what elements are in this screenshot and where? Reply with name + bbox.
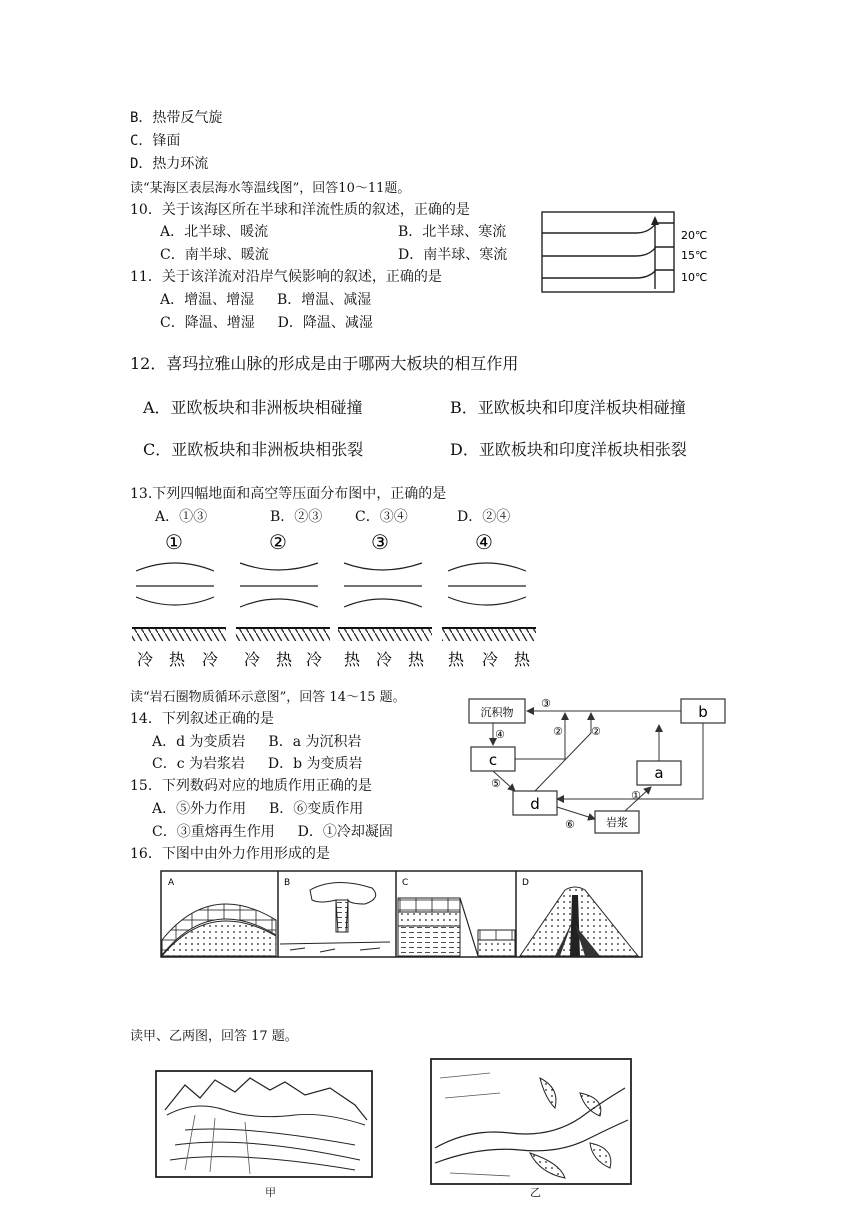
figure-jia-glacier [155, 1070, 375, 1180]
q9-option-b: B．热带反气旋 [130, 110, 223, 126]
rock-d-label: d [530, 795, 540, 813]
isotherm-figure [541, 211, 709, 295]
q10-option-a: A．北半球、暖流 [160, 224, 269, 240]
q14-15-intro: 读“岩石圈物质循环示意图”，回答 14～15 题。 [130, 690, 406, 705]
q12-option-b: B．亚欧板块和印度洋板块相碰撞 [450, 398, 686, 417]
panel-4-label-right: 热 [513, 650, 531, 669]
q13-option-d: D．②④ [457, 509, 511, 525]
label-1: ① [631, 789, 641, 802]
q15-options-cd: C．③重熔再生作用 D．①冷却凝固 [152, 824, 393, 840]
q11-stem: 11．关于该洋流对沿岸气候影响的叙述，正确的是 [130, 269, 442, 285]
q9-option-c: C．锋面 [130, 133, 181, 149]
panel-4-label-left: 热 [447, 650, 465, 669]
label-2b: ② [591, 725, 601, 738]
landform-panels [160, 870, 645, 960]
rock-cycle-diagram [465, 695, 730, 840]
rock-c-label: c [488, 751, 498, 769]
q10-option-d: D．南半球、寒流 [398, 247, 508, 263]
isotherm-label-10: 10℃ [681, 271, 708, 284]
landform-label-b: B [284, 878, 291, 888]
panel-2-number: ② [269, 530, 287, 554]
isotherm-line-15 [542, 247, 674, 256]
q9-option-d: D．热力环流 [130, 156, 209, 172]
q14-options-cd: C．c 为岩浆岩 D．b 为变质岩 [152, 756, 363, 772]
q12-option-d: D．亚欧板块和印度洋板块相张裂 [450, 440, 687, 459]
isobar-panel-4 [442, 530, 536, 669]
isotherm-label-15: 15℃ [681, 249, 708, 262]
q12-stem: 12．喜玛拉雅山脉的形成是由于哪两大板块的相互作用 [130, 354, 519, 373]
panel-1-label-left: 冷 [136, 650, 154, 669]
isobar-panel-2 [236, 530, 330, 669]
arrow-d-to-magma [557, 807, 595, 819]
landform-label-c: C [402, 878, 409, 888]
q15-stem: 15．下列数码对应的地质作用正确的是 [130, 778, 372, 794]
isotherm-label-20: 20℃ [681, 229, 708, 242]
q13-option-b: B．②③ [270, 509, 323, 525]
panel-3-label-left: 热 [343, 650, 361, 669]
panel-4-number: ④ [475, 530, 493, 554]
q10-11-intro: 读“某海区表层海水等温线图”，回答10～11题。 [130, 181, 411, 196]
landform-label-d: D [522, 878, 529, 888]
arrow-d-up [535, 713, 591, 791]
panel-2-label-right: 冷 [305, 650, 323, 669]
q15-options-ab: A．⑤外力作用 B．⑥变质作用 [152, 801, 364, 817]
panel-1-number: ① [165, 530, 183, 554]
sediment-label: 沉积物 [480, 706, 514, 719]
q10-stem: 10．关于该海区所在半球和洋流性质的叙述，正确的是 [130, 202, 470, 218]
label-4: ④ [495, 728, 505, 741]
current-arrowhead [651, 216, 659, 225]
isobar-panel-1 [132, 530, 226, 669]
panel-3-label-right: 热 [407, 650, 425, 669]
q16-stem: 16．下图中由外力作用形成的是 [130, 846, 330, 862]
q14-stem: 14．下列叙述正确的是 [130, 711, 274, 727]
q13-stem: 13.下列四幅地面和高空等压面分布图中，正确的是 [130, 486, 447, 502]
q13-option-a: A．①③ [155, 509, 208, 525]
isobar-panel-3 [338, 530, 432, 669]
q11-options-ab: A．增温、增湿 B．增温、减湿 [160, 292, 372, 308]
q12-option-a: A．亚欧板块和非洲板块相碰撞 [143, 398, 363, 417]
landform-label-a: A [168, 878, 175, 888]
caption-jia: 甲 [265, 1186, 276, 1199]
panel-4-label-mid: 冷 [481, 650, 499, 669]
isobar-panels [130, 525, 540, 675]
caption-yi: 乙 [530, 1186, 541, 1199]
rock-a-label: a [654, 764, 664, 782]
panel-3-label-mid: 冷 [375, 650, 393, 669]
panel-1-label-mid: 热 [168, 650, 186, 669]
q13-option-c: C．③④ [355, 509, 408, 525]
panel-1-label-right: 冷 [201, 650, 219, 669]
q17-intro: 读甲、乙两图，回答 17 题。 [130, 1029, 298, 1044]
label-6: ⑥ [565, 818, 575, 831]
label-2a: ② [553, 725, 563, 738]
panel-3-number: ③ [371, 530, 389, 554]
figure-yi-delta [430, 1058, 635, 1188]
q10-option-c: C．南半球、暖流 [160, 247, 269, 263]
q14-options-ab: A．d 为变质岩 B．a 为沉积岩 [152, 734, 362, 750]
panel-2-label-left: 冷 [243, 650, 261, 669]
label-3: ③ [541, 697, 551, 710]
rock-b-label: b [698, 703, 708, 721]
magma-label: 岩浆 [606, 816, 628, 829]
q11-options-cd: C．降温、增湿 D．降温、减湿 [160, 315, 373, 331]
label-5: ⑤ [491, 777, 501, 790]
panel-2-label-mid: 热 [275, 650, 293, 669]
isotherm-line-10 [542, 270, 674, 278]
q10-option-b: B．北半球、寒流 [398, 224, 507, 240]
q12-option-c: C．亚欧板块和非洲板块相张裂 [143, 440, 364, 459]
